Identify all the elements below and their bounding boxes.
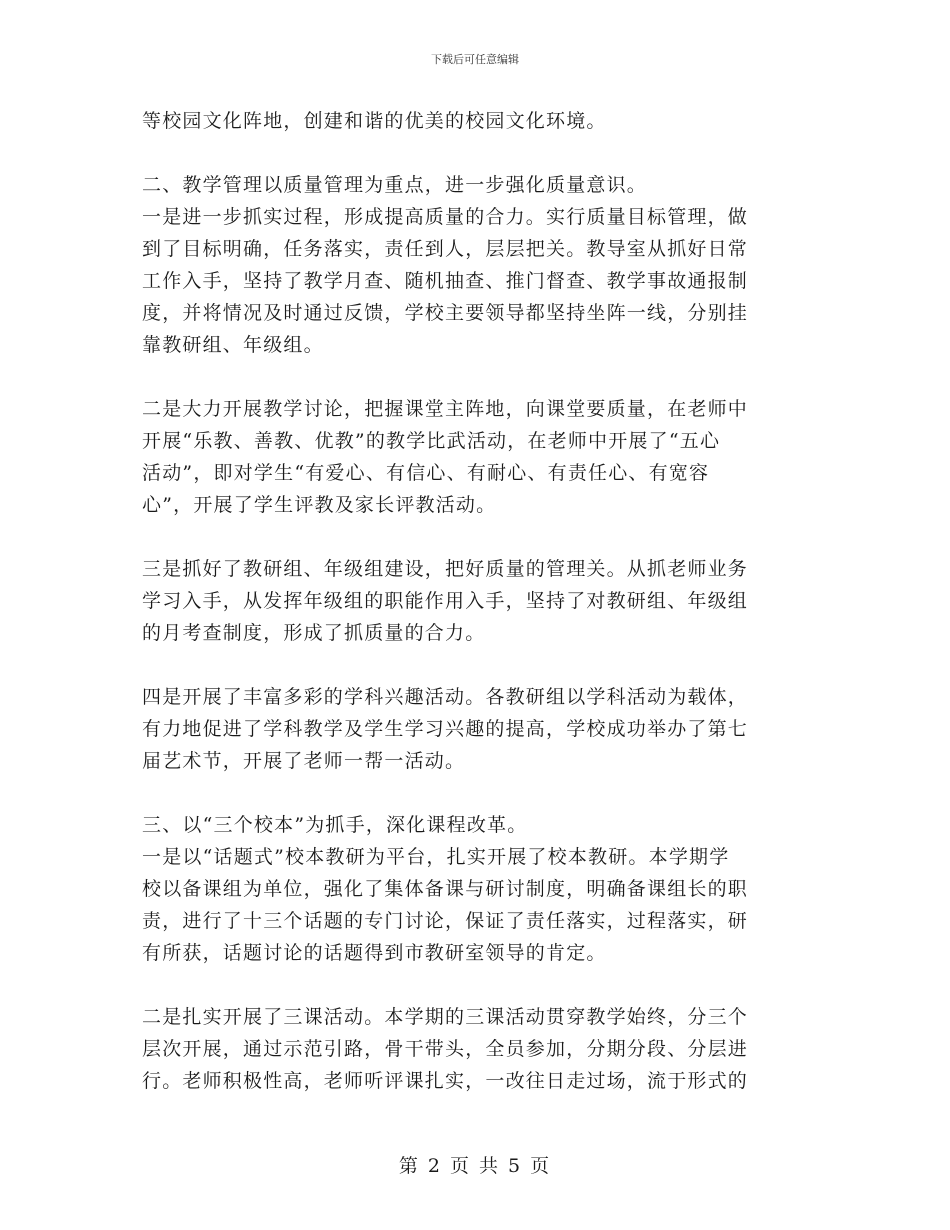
paragraph xyxy=(142,169,812,361)
text-line: 一是以“话题式”校本教研为平台，扎实开展了校本教研。本学期学 xyxy=(142,846,730,868)
text-line: 届艺术节，开展了老师一帮一活动。 xyxy=(142,750,466,772)
text-line: 二是扎实开展了三课活动。本学期的三课活动贯穿教学始终，分三个 xyxy=(142,1006,749,1028)
text-line: 靠教研组、年级组。 xyxy=(142,334,324,356)
text-line: 度，并将情况及时通过反馈，学校主要领导都坚持坐阵一线，分别挂 xyxy=(142,302,749,324)
text-line: 心”，开展了学生评教及家长评教活动。 xyxy=(142,494,497,516)
text-line: 学习入手，从发挥年级组的职能作用入手，坚持了对教研组、年级组 xyxy=(142,590,749,612)
page-number-footer: 第 2 页 共 5 页 xyxy=(398,1155,552,1177)
paragraph xyxy=(142,809,812,969)
paragraph xyxy=(142,553,812,649)
text-line: 层次开展，通过示范引路，骨干带头，全员参加，分期分段、分层进 xyxy=(142,1038,749,1060)
paragraph-gap xyxy=(142,361,812,393)
text-line: 一是进一步抓实过程，形成提高质量的合力。实行质量目标管理，做 xyxy=(142,206,749,228)
paragraph-gap xyxy=(142,137,812,169)
text-line: 活动”，即对学生“有爱心、有信心、有耐心、有责任心、有宽容 xyxy=(142,462,710,484)
text-line: 开展“乐教、善教、优教”的教学比武活动，在老师中开展了“五心 xyxy=(142,430,721,452)
paragraph xyxy=(142,681,812,777)
text-line: 有所获，话题讨论的话题得到市教研室领导的肯定。 xyxy=(142,942,607,964)
text-line: 工作入手，坚持了教学月查、随机抽查、推门督查、教学事故通报制 xyxy=(142,270,749,292)
paragraph xyxy=(142,393,812,521)
page-header: 下载后可任意编辑 xyxy=(431,53,519,66)
text-line: 等校园文化阵地，创建和谐的优美的校园文化环境。 xyxy=(142,110,607,132)
text-line: 责，进行了十三个话题的专门讨论，保证了责任落实，过程落实，研 xyxy=(142,910,749,932)
text-line: 校以备课组为单位，强化了集体备课与研讨制度，明确备课组长的职 xyxy=(142,878,749,900)
text-line: 三是抓好了教研组、年级组建设，把好质量的管理关。从抓老师业务 xyxy=(142,558,749,580)
paragraph xyxy=(142,105,812,137)
text-line: 四是开展了丰富多彩的学科兴趣活动。各教研组以学科活动为载体， xyxy=(142,686,749,708)
document-body xyxy=(142,105,812,1097)
text-line: 到了目标明确，任务落实，责任到人，层层把关。教导室从抓好日常 xyxy=(142,238,749,260)
paragraph-gap xyxy=(142,649,812,681)
section-heading: 三、以“三个校本”为抓手，深化课程改革。 xyxy=(142,814,528,836)
text-line: 的月考查制度，形成了抓质量的合力。 xyxy=(142,622,486,644)
paragraph xyxy=(142,1001,812,1097)
text-line: 有力地促进了学科教学及学生学习兴趣的提高，学校成功举办了第七 xyxy=(142,718,749,740)
text-line: 二是大力开展教学讨论，把握课堂主阵地，向课堂要质量，在老师中 xyxy=(142,398,749,420)
paragraph-gap xyxy=(142,521,812,553)
section-heading: 二、教学管理以质量管理为重点，进一步强化质量意识。 xyxy=(142,174,648,196)
paragraph-gap xyxy=(142,969,812,1001)
paragraph-gap xyxy=(142,777,812,809)
text-line: 行。老师积极性高，老师听评课扎实，一改往日走过场，流于形式的 xyxy=(142,1070,749,1092)
